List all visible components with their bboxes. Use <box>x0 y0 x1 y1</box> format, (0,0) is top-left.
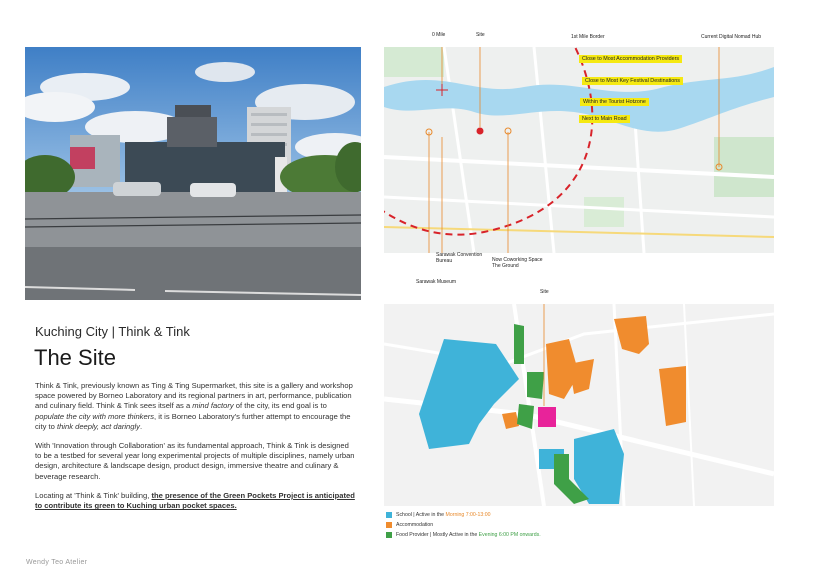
label-zero-mile: 0 Mile <box>432 32 446 38</box>
label-sarawak-museum: Sarawak Museum <box>416 279 457 285</box>
label-first-mile-border: 1st Mile Border <box>571 34 605 40</box>
label-digital-nomad-hub: Current Digital Nomad Hub <box>701 34 762 40</box>
section-subtitle: Kuching City | Think & Tink <box>35 324 190 339</box>
paragraph-approach: With 'Innovation through Collaboration' as its fundamental approach, Think & Tink is designed to be a testbed for several year long experimental projects of multiple disciplines, namely urban design, architecture & landscape design, product design, immersive theatre and culinary & beverage research. <box>35 441 355 481</box>
legend-school: School | Active in the Morning 7:00-13:00 <box>396 512 491 518</box>
page-title: The Site <box>34 345 116 370</box>
label-coworking: Now Coworking Space The Ground <box>492 257 543 269</box>
highlight-main-road: Next to Main Road <box>579 115 630 123</box>
highlight-accommodation: Close to Most Accommodation Providers <box>579 55 682 63</box>
paragraph-intro: Think & Tink, previously known as Ting & Ting Supermarket, this site is a gallery and workshop space powered by Borneo Laboratory and its regional partners in art, performance, publication and culinary field. Think & Tink sees itself as a mind factory of the city, its end goal is to populate the city with more thinkers, it is Borneo Laboratory's further attempt to encourage the city to think deeply, act daringly. <box>35 381 353 431</box>
legend-accommodation: Accommodation <box>396 522 434 528</box>
legend-swatch-food <box>386 532 392 538</box>
site-photo <box>25 47 361 300</box>
label-convention-bureau: Sarawak Convention Bureau <box>436 252 483 264</box>
footer-credit: Wendy Teo Atelier <box>26 559 88 566</box>
label-site: Site <box>476 32 485 38</box>
highlight-festival: Close to Most Key Festival Destinations <box>582 77 683 85</box>
legend-swatch-school <box>386 512 392 518</box>
location-map <box>384 47 774 253</box>
legend-food: Food Provider | Mostly Active in the Evening 6:00 PM onwards. <box>396 532 541 538</box>
highlight-tourist-hotzone: Within the Tourist Hotzone <box>580 98 649 106</box>
legend-swatch-accommodation <box>386 522 392 528</box>
amenities-map <box>384 304 774 506</box>
paragraph-green-pockets: Locating at 'Think & Tink' building, the presence of the Green Pockets Project is anticipated to contribute its green to Kuching urban pocket spaces. <box>35 491 355 511</box>
label-site-map2: Site <box>540 289 549 295</box>
